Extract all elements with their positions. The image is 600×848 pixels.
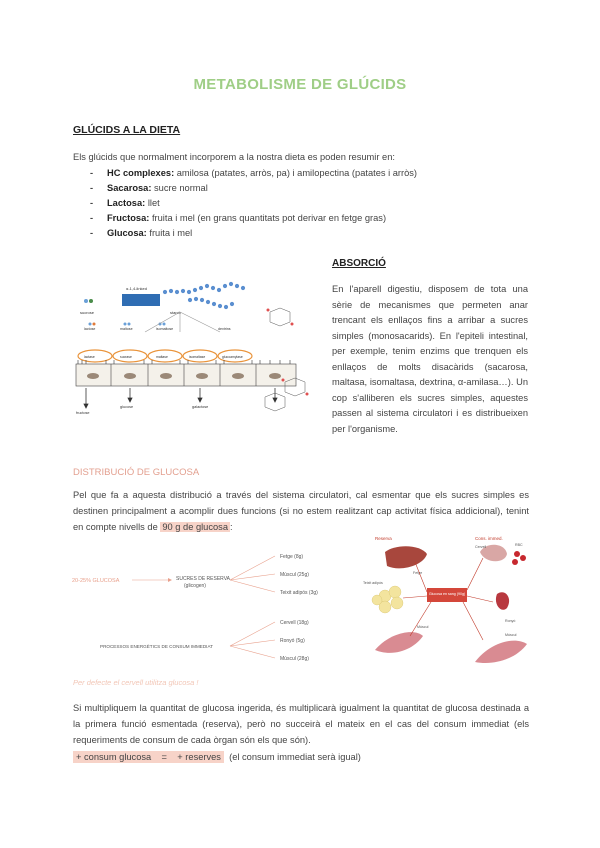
absorption-paragraph: En l'aparell digestiu, disposem de tota una sèrie de mecanismes que permeten anar trencant els enllaços fins a arribar a sucres simples (monosacarids). En l'epiteli intestinal, per exemple, tenim enzims que trenquen els enllaços de molts disacàrids (sacarosa, maltasa, isomaltasa, dextrina, α-amilasa…). Un cop s'alliberen els sucres simples, aquestes passen al sistema circulatori i es distribueixen per l'organisme. — [332, 284, 528, 434]
fig2-label-rbc: RBC — [515, 543, 523, 547]
fig1-label-glucoamylase: glucoamylase — [222, 355, 243, 359]
list-item: - Fructosa: fruita i mel (en grans quantitats pot derivar en fetge gras) — [90, 211, 417, 226]
glucose-distribution-diagram — [70, 540, 350, 670]
liver-icon — [385, 546, 427, 568]
absorption-illustration — [70, 272, 320, 420]
fig1-label-dextrins: dextrins — [218, 327, 231, 331]
starch-block — [122, 294, 160, 306]
fig2-label-muscle-r: Múscul — [505, 633, 517, 637]
diag-branches-consumption — [230, 622, 275, 658]
fig1-label-isomaltase: isomaltase — [189, 355, 206, 359]
list-item: - Lactosa: llet — [90, 196, 417, 211]
fig1-label-starch: starch — [170, 310, 181, 315]
fig1-label-glucose: glucose — [120, 405, 134, 409]
kidney-icon — [496, 592, 509, 610]
diet-list — [90, 166, 417, 241]
section-heading-distribution: DISTRIBUCIÓ DE GLUCOSA — [73, 467, 200, 478]
diag-reserve-item-2: Teixit adipós (3g) — [280, 590, 318, 596]
fig2-label-brain: Cervell — [475, 545, 487, 549]
rbc-icon — [512, 551, 526, 565]
fig1-label-amilosa: α-1,4-linked — [126, 286, 147, 291]
fig2-label-liver: Fetge — [413, 571, 423, 575]
diag-reserve-item-1: Múscul (25g) — [280, 572, 309, 578]
list-item: - Sacarosa: sucre normal — [90, 181, 417, 196]
diag-branches-reserve — [230, 556, 275, 592]
multiplication-paragraph: Si multipliquem la quantitat de glucosa ingerida, és multiplicarà igualment la quantitat de glucosa destinada a la primera funció esmentada (reserva), però no succeirà el mateix en el cas del consum immediat (els requeriments de consum de cada òrgan són els que són). — [73, 703, 529, 745]
diag-root: 20-25% GLUCOSA — [72, 578, 120, 584]
fig1-label-sucrase: sucrase — [120, 355, 132, 359]
diag-consumption-item-2: Múscul (28g) — [280, 656, 309, 662]
fig2-label-center: Glucosa en sang (90g) — [428, 592, 466, 596]
brain-glucose-caption: Per defecte el cervell utilitza glucosa ! — [73, 678, 199, 687]
fig2-label-adipose: Teixit adipós — [363, 581, 383, 585]
muscle-right-icon — [475, 641, 527, 663]
diag-reserve: SUCRES DE RESERVA — [176, 576, 230, 582]
equation-highlight: + consum glucosa = + reserves — [73, 751, 224, 763]
diag-reserve-sub: (glicogen) — [184, 583, 206, 589]
fig1-label-fructose: fructose — [76, 411, 90, 415]
fig1-label-lactase: lactase — [84, 355, 95, 359]
diag-consumption-item-0: Cervell (18g) — [280, 620, 309, 626]
fig1-label-galactose: galactose — [192, 405, 209, 409]
list-item: - Glucosa: fruita i mel — [90, 226, 417, 241]
fig1-label-sucrose: sucrose — [80, 310, 95, 315]
list-item: - HC complexes: amilosa (patates, arròs, pa) i amilopectina (patates i arròs) — [90, 166, 417, 181]
equation-line — [73, 752, 361, 762]
diag-consumption: PROCESSOS ENERGÈTICS DE CONSUM IMMEDIAT — [100, 644, 213, 649]
microvilli — [78, 360, 290, 364]
muscle-left-icon — [375, 632, 423, 653]
fig1-label-lactose: lactose — [84, 327, 96, 331]
section-heading-absorption: ABSORCIÓ — [332, 258, 386, 269]
diag-consumption-item-1: Ronyó (5g) — [280, 638, 305, 644]
fig2-label-reserve: Reserva — [375, 536, 392, 541]
fig2-label-consum: Cons. immed. — [475, 536, 503, 541]
organs-illustration — [355, 532, 535, 672]
adipose-icon — [372, 586, 403, 613]
page-title: METABOLISME DE GLÚCIDS — [193, 76, 407, 93]
distribution-paragraph: Pel que fa a aquesta distribució a través del sistema circulatori, cal esmentar que els sucres simples es destinen principalment a acomplir dues funcions (si no estem realitzant cap activitat física addicional), tenint en compte nivells de 90 g de glucosa : — [73, 490, 529, 532]
section-heading-diet: GLÚCIDS A LA DIETA — [73, 124, 181, 136]
diag-reserve-item-0: Fetge (8g) — [280, 554, 304, 560]
molecule-structures — [265, 308, 309, 411]
fig2-label-muscle-l: Múscul — [417, 625, 429, 629]
glucose-chain — [163, 282, 244, 308]
diet-intro: Els glúcids que normalment incorporem a la nostra dieta es poden resumir en: — [73, 152, 395, 162]
equation-note: (el consum immediat serà igual) — [223, 752, 361, 762]
highlight-90g: 90 g de glucosa — [162, 522, 228, 532]
fig1-label-maltose: maltose — [120, 327, 133, 331]
arrows-down — [84, 388, 277, 408]
fig1-label-isomaltose: isomaltose — [156, 327, 174, 331]
epithelium-cells — [76, 364, 296, 386]
fig2-label-kidney: Ronyó — [505, 619, 516, 623]
fig1-label-maltase: maltase — [156, 355, 168, 359]
